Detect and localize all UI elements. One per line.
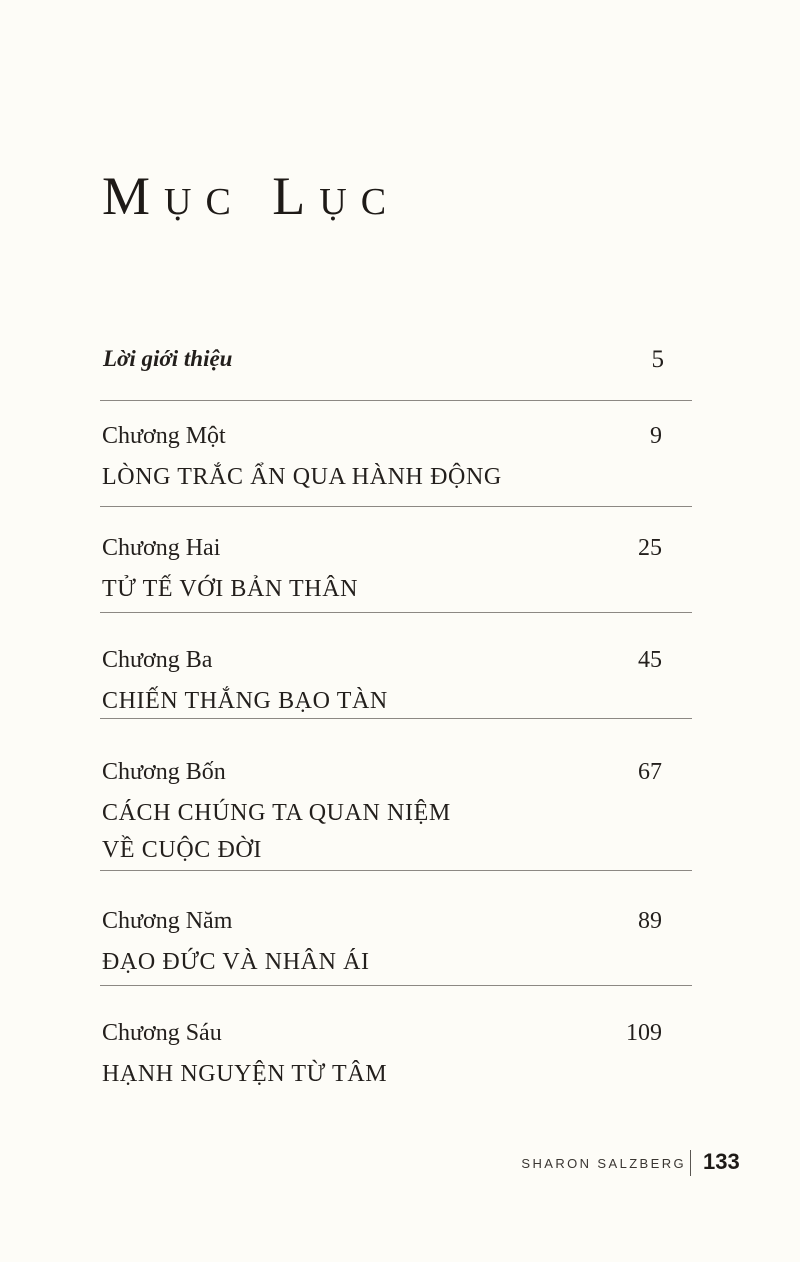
chapter-title: [102, 944, 622, 981]
chapter-title-line: CÁCH CHÚNG TA QUAN NIỆM: [102, 800, 451, 826]
divider: [100, 506, 692, 507]
chapter-page-number: 45: [638, 647, 662, 673]
divider: [100, 870, 692, 871]
divider: [100, 985, 692, 986]
intro-label: Lời giới thiệu: [103, 346, 233, 371]
chapter-title: [102, 795, 622, 869]
chapter-title-line: VỀ CUỘC ĐỜI: [102, 837, 262, 863]
chapter-title: [102, 571, 622, 608]
folio-page-number: 133: [703, 1149, 740, 1174]
toc-intro-row: [100, 344, 692, 380]
divider: [100, 400, 692, 401]
chapter-name: Chương Hai: [102, 535, 221, 561]
chapter-page-number: 89: [638, 908, 662, 934]
chapter-page-number: 25: [638, 535, 662, 561]
page-title: Mục Lục: [102, 166, 401, 226]
chapter-name: Chương Bốn: [102, 759, 226, 785]
chapter-title: [102, 1056, 622, 1093]
chapter-title: [102, 683, 622, 720]
chapter-title-line: LÒNG TRẮC ẨN QUA HÀNH ĐỘNG: [102, 464, 502, 490]
chapter-title-line: HẠNH NGUYỆN TỪ TÂM: [102, 1061, 388, 1087]
footer-separator: [690, 1150, 691, 1176]
chapter-name: Chương Một: [102, 423, 226, 449]
divider: [100, 612, 692, 613]
chapter-page-number: 109: [626, 1020, 662, 1046]
chapter-title-line: ĐẠO ĐỨC VÀ NHÂN ÁI: [102, 949, 370, 975]
running-footer-author: SHARON SALZBERG: [521, 1156, 686, 1171]
chapter-title-line: TỬ TẾ VỚI BẢN THÂN: [102, 576, 359, 602]
chapter-title-line: CHIẾN THẮNG BẠO TÀN: [102, 688, 388, 714]
chapter-name: Chương Sáu: [102, 1020, 222, 1046]
chapter-page-number: 9: [650, 423, 662, 449]
chapter-name: Chương Ba: [102, 647, 213, 673]
chapter-page-number: 67: [638, 759, 662, 785]
chapter-name: Chương Năm: [102, 908, 233, 934]
chapter-title: [102, 459, 622, 496]
divider: [100, 718, 692, 719]
intro-page-number: 5: [651, 346, 664, 373]
